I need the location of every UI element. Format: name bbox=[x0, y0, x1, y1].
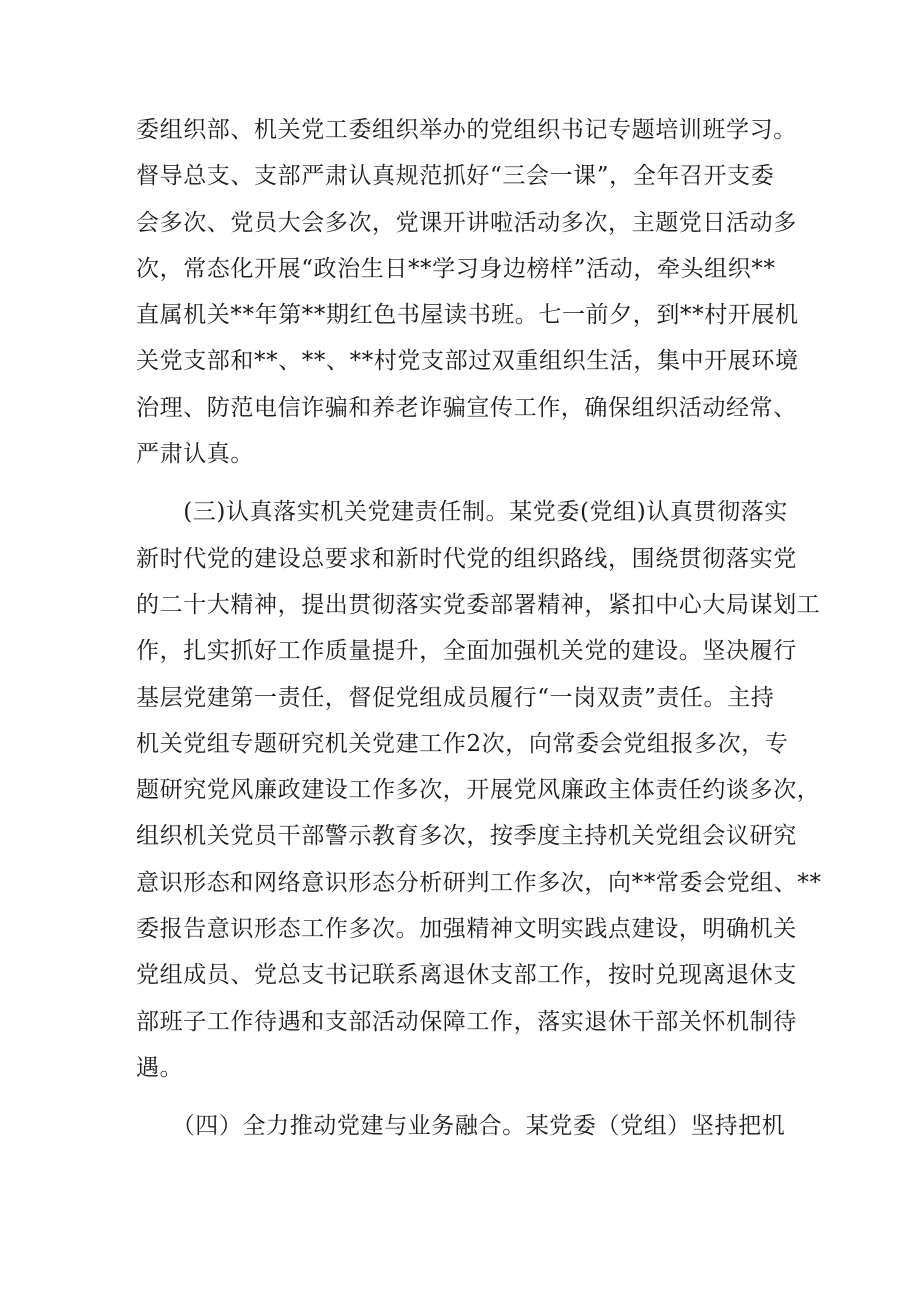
paragraph-3 bbox=[136, 1103, 804, 1149]
text-line: 作，扎实抓好工作质量提升，全面加强机关党的建设。坚决履行 bbox=[136, 638, 797, 665]
text-line: 严肃认真。 bbox=[136, 441, 254, 468]
text-line: （四）全力推动党建与业务融合。某党委（党组）坚持把机 bbox=[136, 1113, 786, 1140]
paragraph-2 bbox=[136, 489, 822, 1091]
text-line: 委组织部、机关党工委组织举办的党组织书记专题培训班学习。 bbox=[136, 117, 797, 143]
paragraph-spacer bbox=[136, 477, 804, 489]
text-line: 党组成员、党总支书记联系离退休支部工作，按时兑现离退休支 bbox=[136, 962, 797, 989]
text-line: 直属机关**年第**期红色书屋读书班。七一前夕，到**村开展机 bbox=[136, 302, 799, 329]
text-line: 题研究党风廉政建设工作多次，开展党风廉政主体责任约谈多次， bbox=[136, 777, 821, 804]
document-body bbox=[136, 107, 822, 1150]
text-line: 新时代党的建设总要求和新时代党的组织路线，围绕贯彻落实党 bbox=[136, 545, 797, 572]
text-line: 次，常态化开展“政治生日**学习身边榜样”活动，牵头组织** bbox=[136, 255, 776, 282]
text-line: 组织机关党员干部警示教育多次，按季度主持机关党组会议研究 bbox=[136, 823, 797, 850]
text-line: 的二十大精神，提出贯彻落实党委部署精神，紧扣中心大局谋划工 bbox=[136, 591, 821, 618]
text-line: (三)认真落实机关党建责任制。某党委(党组)认真贯彻落实 bbox=[136, 499, 788, 526]
text-line: 会多次、党员大会多次，党课开讲啦活动多次，主题党日活动多 bbox=[136, 209, 797, 236]
paragraph-spacer bbox=[136, 1091, 804, 1103]
text-line: 机关党组专题研究机关党建工作2次，向常委会党组报多次，专 bbox=[136, 730, 789, 757]
paragraph-1 bbox=[136, 107, 804, 477]
text-line: 意识形态和网络意识形态分析研判工作多次，向**常委会党组、** bbox=[136, 869, 822, 896]
text-line: 督导总支、支部严肃认真规范抓好“三会一课”，全年召开支委 bbox=[136, 163, 775, 190]
text-line: 部班子工作待遇和支部活动保障工作，落实退休干部关怀机制待 bbox=[136, 1008, 797, 1035]
text-line: 关党支部和**、**、**村党支部过双重组织生活，集中开展环境 bbox=[136, 348, 799, 375]
text-line: 委报告意识形态工作多次。加强精神文明实践点建设，明确机关 bbox=[136, 916, 797, 943]
text-line: 基层党建第一责任，督促党组成员履行“一岗双责”责任。主持 bbox=[136, 684, 775, 711]
text-line: 治理、防范电信诈骗和养老诈骗宣传工作，确保组织活动经常、 bbox=[136, 394, 797, 421]
text-line: 遇。 bbox=[136, 1054, 184, 1081]
